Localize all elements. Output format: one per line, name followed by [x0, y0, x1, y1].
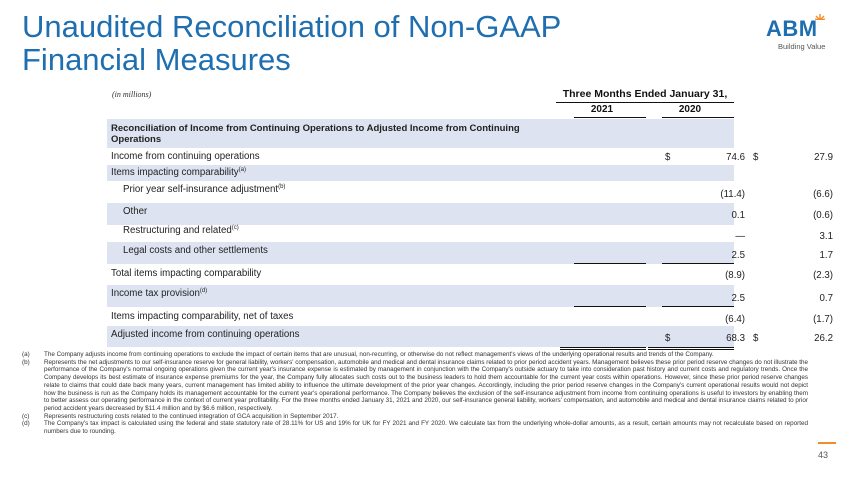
section-header: Reconciliation of Income from Continuing Operations to Adjusted Income from Continuing Operations [111, 123, 520, 145]
value-2020: (6.6) [813, 189, 833, 200]
total-double-rule [560, 349, 646, 350]
footnotes [22, 351, 808, 436]
row-label: Items impacting comparability, net of taxes [111, 311, 294, 322]
currency-symbol: $ [753, 333, 759, 344]
value-2021: (8.9) [725, 270, 745, 281]
value-2020: 0.7 [819, 293, 833, 304]
row-label: Restructuring and related$^{(c)}$ [123, 225, 239, 237]
row-label: Income from continuing operations [111, 151, 260, 162]
row-label: Total items impacting comparability [111, 268, 262, 279]
accent-rule [818, 442, 836, 444]
value-2021: $ 68.3 [665, 333, 745, 344]
units-note: (in millions) [112, 90, 152, 99]
row-label: Legal costs and other settlements [123, 245, 268, 256]
year-2020-header: 2020 [678, 104, 702, 115]
total-double-rule [560, 347, 646, 348]
logo-sunburst-icon [814, 12, 826, 20]
currency-symbol: $ [753, 152, 759, 163]
currency-symbol: $ [665, 152, 671, 163]
value-2020: $ 26.2 [753, 333, 833, 344]
value-2020: $ 27.9 [753, 152, 833, 163]
value-2020: 3.1 [819, 231, 833, 242]
period-header: Three Months Ended January 31, [556, 88, 734, 103]
value-2021: 0.1 [731, 210, 745, 221]
value-2021: 2.5 [731, 293, 745, 304]
value-2021: (11.4) [720, 189, 745, 200]
value-2020: (1.7) [813, 314, 833, 325]
row-label: Income tax provision$^{(d)}$ [111, 288, 208, 300]
table-row [107, 285, 833, 307]
table-row [107, 165, 734, 181]
table-row [107, 203, 833, 225]
abm-logo [766, 12, 836, 56]
total-double-rule [648, 347, 734, 348]
value-2020: 1.7 [819, 250, 833, 261]
value-2020: (2.3) [813, 270, 833, 281]
table-row [107, 307, 833, 328]
footnote: (d) The Company's tax impact is calculated using the federal and state statutory rate of 28.11% for US and 19% for UK for FY 2021 and FY 2020. We calculate tax from the underlying whole-dollar amounts, as a result, certain amounts may not recalculate based on reported numbers due to rounding. [22, 420, 808, 436]
currency-symbol: $ [665, 333, 671, 344]
footnote: (c) Represents restructuring costs related to the continued integration of GCA acquisition in September 2017. [22, 412, 339, 420]
table-row [107, 242, 833, 264]
value-2021: — [735, 231, 745, 242]
table-row [107, 264, 833, 285]
logo-wordmark: ABM [766, 16, 818, 41]
year-2021-header: 2021 [590, 104, 614, 115]
row-label: Prior year self-insurance adjustment$^{(b)}$ [123, 184, 286, 196]
page-number: 43 [818, 450, 829, 460]
section-header-row [107, 119, 734, 148]
value-2021: 2.5 [731, 250, 745, 261]
table-row [107, 181, 833, 203]
total-double-rule [648, 349, 734, 350]
value-2021: $ 74.6 [665, 152, 745, 163]
row-label: Other [123, 206, 148, 217]
table-row [107, 326, 833, 347]
row-label: Adjusted income from continuing operations [111, 329, 300, 340]
value-2020: (0.6) [813, 210, 833, 221]
logo-tagline: Building Value [778, 42, 826, 51]
page-title: Unaudited Reconciliation of Non-GAAP Financial Measures [22, 9, 561, 77]
year-underline [662, 117, 734, 118]
footnote: (a) The Company adjusts income from continuing operations to exclude the impact of certain items that are unusual, non-recurring, or otherwise do not reflect management's views of the underlying operational results and trends of the Company. [22, 351, 714, 358]
footnote: (b) Represents the net adjustments to our self-insurance reserve for general liability, workers' compensation, automobile and medical and dental insurance claims related to prior period accident years. Management believes these prior period reserve changes do not illustrate the performance of the Company's normal ongoing operations given the current year's insurance expense is estimated by management in conjunction with the Company's outside actuary to take into consideration past history and current costs and regulatory trends. Once the Company develops its best estimate of insurance expense premiums for the year, the Company fully allocates such costs out to the business leaders to hold them accountable for the current year costs within operations. However, since these prior period reserve changes relate to claims that could date back many years, current management has limited ability to influence the ultimate development of the prior year changes. Accordingly, including the prior period reserve changes in the Company's current operational results would not depict how the business is run as the Company holds its management accountable for the current year's operational performance. The Company believes the exclusion of the self-insurance adjustment from income from continuing operations is useful to investors by enabling them to better assess our operating performance in the context of current year profitability. For the three months ended January 31, 2021 and 2020, our self-insurance general liability, workers' compensation, and automobile and medical and dental insurance claims related to prior period accident years decreased by $11.4 million and by $6.6 million, respectively. [22, 358, 808, 412]
year-underline [574, 117, 646, 118]
value-2021: (6.4) [725, 314, 745, 325]
row-label: Items impacting comparability$^{(a)}$ [111, 167, 246, 179]
